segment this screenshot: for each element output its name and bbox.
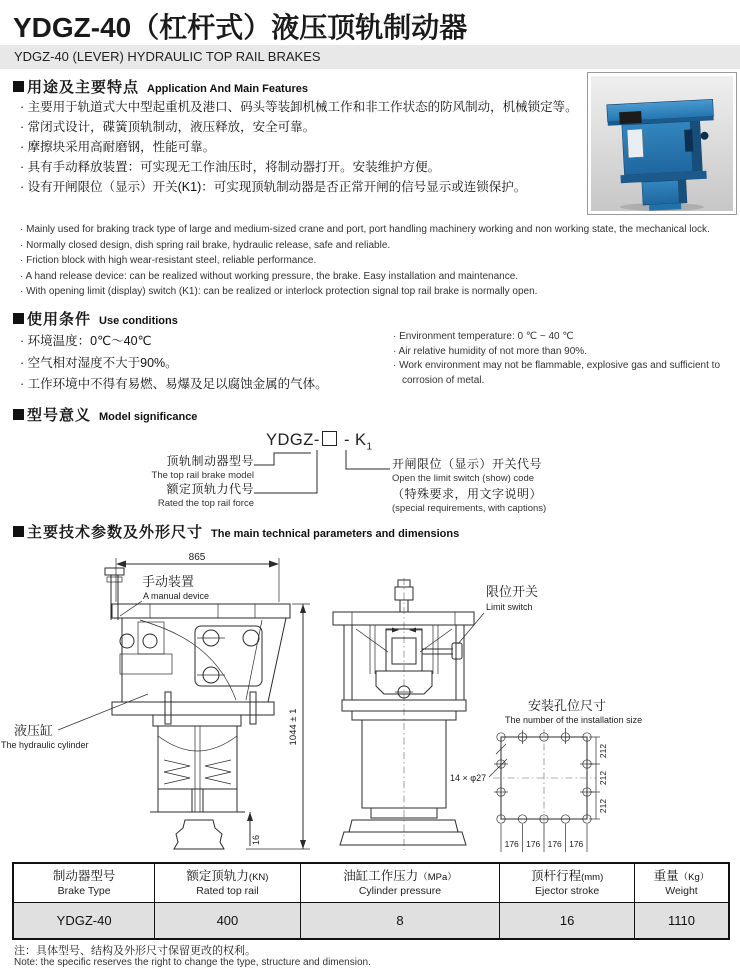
model-left-labels (40, 454, 254, 510)
list-item: · 常闭式设计，碟簧顶轨制动，液压释放，安全可靠。 (20, 120, 316, 134)
header-zh: 重量 (653, 868, 679, 883)
section-marker-icon (13, 81, 24, 92)
list-item: · With opening limit (display) switch (K1): can be realized or interlock protection signal top rail brake is normally open. (20, 286, 538, 298)
table-header-cell (300, 863, 500, 903)
label: 开闸限位（显示）开关代号 (392, 457, 543, 471)
section-marker-icon (13, 526, 24, 537)
header-zh: 顶杆行程 (531, 868, 582, 883)
list-item: · Normally closed design, dish spring rail brake, hydraulic release, safe and reliable. (20, 239, 391, 251)
hydraulic-cylinder-label-zh: 液压缸 (14, 723, 54, 738)
model-code-dash: - (343, 431, 350, 449)
table-cell-pressure: 8 (300, 903, 500, 940)
holes-count-label: 14 × φ27 (450, 773, 487, 783)
model-heading-en: Model significance (99, 411, 198, 423)
header-en: Ejector stroke (535, 884, 600, 897)
label: Open the limit switch (show) code (392, 473, 535, 484)
features-list-en (20, 222, 740, 300)
parameters-table (12, 862, 730, 940)
dim-212: 212 (598, 770, 608, 786)
table-header-cell (155, 863, 300, 903)
dim-16: 16 (251, 834, 261, 846)
table-cell-brake-type: YDGZ-40 (13, 903, 155, 940)
install-size-label-zh: 安装孔位尺寸 (528, 698, 607, 713)
model-heading-zh: 型号意义 (27, 407, 92, 424)
model-code-placeholder-box (322, 431, 337, 446)
dim-176: 176 (547, 839, 562, 849)
dim-212: 212 (598, 743, 608, 759)
header-unit: (mm) (581, 871, 604, 883)
header-en: Brake Type (57, 884, 111, 897)
label: (special requirements, with captions) (392, 503, 547, 514)
conditions-heading-en: Use conditions (99, 315, 178, 327)
header-zh: 额定顶轨力 (186, 868, 249, 883)
table-data-row (13, 903, 729, 940)
table-header-row (13, 863, 729, 903)
model-significance-diagram (0, 425, 740, 523)
header-zh: 油缸工作压力 (343, 868, 419, 883)
conditions-heading (13, 308, 178, 329)
install-size-label-en: The number of the installation size (505, 715, 643, 725)
product-photo (587, 72, 737, 215)
machine-photo-illustration (591, 76, 733, 211)
features-heading (13, 76, 308, 97)
manual-device-label-en: A manual device (143, 591, 210, 601)
conditions-list-zh (20, 331, 395, 396)
header-en: Rated top rail (196, 884, 259, 897)
parameters-heading (13, 521, 459, 542)
dim-176: 176 (504, 839, 519, 849)
label: 额定顶轨力代号 (166, 482, 254, 496)
table-cell-weight: 1110 (634, 903, 729, 940)
model-code-ksub: 1 (366, 441, 373, 453)
label: （特殊要求，用文字说明） (392, 487, 543, 501)
dim-212: 212 (598, 798, 608, 814)
list-item: · Work environment may not be flammable, explosive gas and sufficient to corrosion of metal. (393, 360, 721, 386)
header-unit: （MPa） (418, 871, 457, 883)
table-cell-rated-force: 400 (155, 903, 300, 940)
note-en: Note: the specific reserves the right to change the type, structure and dimension. (14, 957, 371, 968)
section-marker-icon (13, 409, 24, 420)
model-code-k: K (355, 431, 367, 449)
header-unit: （Kg） (678, 871, 710, 883)
model-right-labels (392, 456, 546, 516)
features-list-zh (20, 97, 590, 197)
table-header-cell (500, 863, 635, 903)
list-item: · 设有开闸限位（显示）开关(K1)：可实现顶轨制动器是否正常开闸的信号显示或连锁保护。 (20, 180, 527, 194)
label: 顶轨制动器型号 (166, 454, 254, 468)
list-item: · 摩擦块采用高耐磨钢，性能可靠。 (20, 140, 216, 154)
note-zh: 注：具体型号、结构及外形尺寸保留更改的权利。 (14, 945, 256, 957)
model-code-prefix: YDGZ- (266, 431, 320, 449)
header-unit: (KN) (248, 871, 269, 883)
header-en: Cylinder pressure (358, 884, 442, 897)
subtitle-bar (0, 45, 740, 69)
model-heading (13, 404, 197, 425)
model-code (266, 431, 373, 452)
list-item: · 具有手动释放装置：可实现无工作油压时，将制动器打开。安装维护方便。 (20, 160, 441, 174)
list-item: · A hand release device: can be realized without working pressure, the brake. Easy installation and maintenance. (20, 270, 519, 282)
list-item: · 工作环境中不得有易燃、易爆及足以腐蚀金属的气体。 (20, 377, 328, 391)
list-item: · 环境温度：0℃～40℃ (20, 334, 152, 348)
side-view-drawing (1, 552, 310, 849)
list-item: · Air relative humidity of not more than 90%. (393, 345, 587, 357)
limit-switch-label-en: Limit switch (486, 602, 533, 612)
manual-device-label-zh: 手动装置 (142, 574, 195, 589)
hole-pattern-drawing (450, 698, 642, 852)
dim-176: 176 (526, 839, 541, 849)
page-subtitle: YDGZ-40 (LEVER) HYDRAULIC TOP RAIL BRAKES (14, 49, 321, 64)
front-view-drawing (333, 578, 541, 850)
list-item: · 主要用于轨道式大中型起重机及港口、码头等装卸机械工作和非工作状态的防风制动，机械锁定等。 (20, 100, 578, 114)
features-heading-en: Application And Main Features (147, 83, 308, 95)
parameters-heading-zh: 主要技术参数及外形尺寸 (27, 524, 204, 541)
limit-switch-label-zh: 限位开关 (486, 584, 539, 599)
dim-865: 865 (188, 552, 206, 563)
features-heading-zh: 用途及主要特点 (27, 79, 140, 96)
label: The top rail brake model (151, 470, 254, 481)
page-title: YDGZ-40（杠杆式）液压顶轨制动器 (13, 12, 468, 43)
conditions-list-en (393, 330, 740, 388)
hydraulic-cylinder-label-en: The hydraulic cylinder (1, 740, 89, 750)
dim-1044: 1044 ± 1 (288, 708, 299, 746)
label: Rated the top rail force (157, 498, 254, 509)
header-zh: 制动器型号 (52, 868, 116, 883)
table-header-cell (13, 863, 155, 903)
table-cell-stroke: 16 (500, 903, 635, 940)
list-item: · Environment temperature: 0 ℃ ~ 40 ℃ (393, 331, 574, 342)
conditions-heading-zh: 使用条件 (27, 311, 92, 328)
list-item: · Mainly used for braking track type of large and medium-sized crane and port, port handling machinery working and non working state, the mechanical lock. (20, 224, 710, 235)
dim-176: 176 (569, 839, 584, 849)
table-header-cell (634, 863, 729, 903)
header-en: Weight (665, 884, 698, 897)
list-item: · Friction block with high wear-resistant steel, reliable performance. (20, 255, 317, 267)
parameters-heading-en: The main technical parameters and dimensions (211, 528, 460, 540)
section-marker-icon (13, 313, 24, 324)
technical-drawings (0, 544, 740, 862)
list-item: · 空气相对湿度不大于90%。 (20, 355, 178, 370)
